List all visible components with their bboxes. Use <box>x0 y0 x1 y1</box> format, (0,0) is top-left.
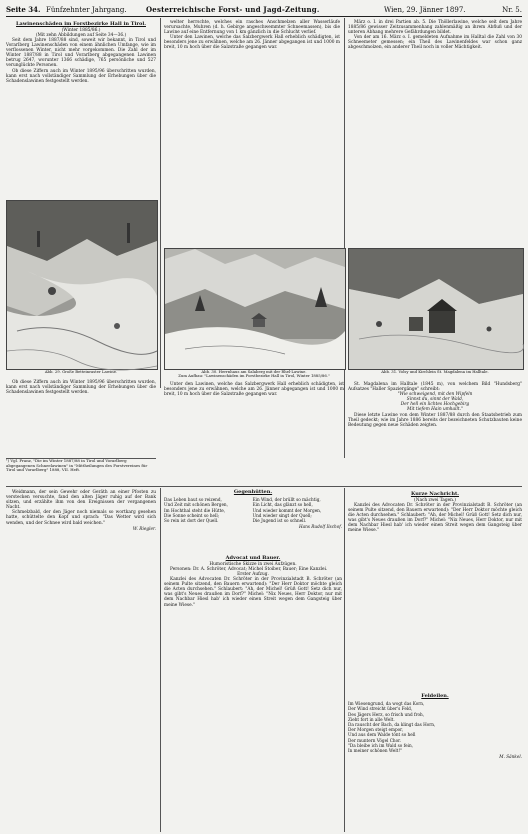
article-left-column <box>6 20 156 198</box>
story-paragraph: Schmelzbald, der den Jäger noch niemals so wortkarg gesehen hatte, schüttelte den Kopf und sprach: "Das Wetter wird sich wenden, und der Schnee wird bald weichen." <box>6 510 158 526</box>
story-author: W. Riegler. <box>132 526 156 532</box>
section-rule <box>6 486 522 487</box>
poem-feldeilen <box>348 694 522 830</box>
poem-author: Hans Rudolf Ilschof. <box>298 524 342 530</box>
column-rule <box>160 488 161 832</box>
figure-caption: Abb. 29. Große Betteinraster Lawine. <box>44 369 118 374</box>
article-paragraph: Diese letzte Lawine von dem Winter 1887/88 durch den Staatsbetrieb zum Theil gedeckt; wie im Jahre 1886 bereits der bezeichneten Schutzbauten keine Bedeutung gegen neue Schäden zeigten. <box>348 412 524 428</box>
avalanche-photo <box>6 200 158 370</box>
article-middle-column <box>164 20 340 246</box>
poem-text: Im Wiesengrund, da wogt das Korn, Der Wind streicht über's Feld, Des Jägers Herz, so frisch und froh, Zieht fort in alle Welt. Da rauscht der Bach, da klingt das Horn, Der Morgen steigt empor, Und aus dem Walde tönt so hell Der muntern Vögel Chor. "Da bleibe ich im Wald so fein, In meiner schönen Welt!" <box>348 701 436 754</box>
figure-caption: Abb. 31. Volsy und Kirchlein St. Magdalena im Halltale. <box>381 369 489 374</box>
article-paragraph: Ob diese Ziffern auch im Winter 1895/96 überschritten wurden, kann erst nach vollständiger Sammlung der Erhebungen über die Schadenslawinen festgestellt werden. <box>6 68 158 84</box>
church-illustration <box>349 249 523 369</box>
article-paragraph: Seit dem Jahre 1887/88 sind, soweit wir bekannt, in Tirol und Vorarlberg Lawinenschäden von einem ähnlichen Umfange, wie im verflossenen Winter, nicht mehr vorgekommen. Die Zahl der im Winter 1887/88 in Tirol und Vorarlberg abgegangenen Lawinen betrug 2647, worunter 1366 schädige, 765 persönliche und 527 verunglückte Personen. <box>6 38 158 69</box>
dialogue-column <box>164 554 342 830</box>
dialogue-text: Kanzlei des Advocaten Dr. Schröter in der Provinzialstadt B. Schröter (an seinem Pulte sitzend, den Bauern erwartend): "Der Herr Doktor möchte gleich die Acten durchsehen." Schlaubert: "Ah, der Michel! Grüß Gott! Setz dich nur, was gibt's Neues draußen im Dorf?" Michel: "Nix Neues, Herr Doktor, nur mit dem Nachbar Hiesl hab' ich wieder einen Streit wegen dem Gangsteig über meine Wiese." <box>348 503 524 534</box>
story-column <box>6 490 156 830</box>
column-rule <box>344 488 345 832</box>
dialogue-title: Advocat und Bauer. <box>225 555 281 561</box>
issue-date: Wien, 29. Jänner 1897. <box>384 6 466 14</box>
article-middle-lower <box>164 382 344 482</box>
article-left-lower <box>6 380 156 456</box>
figure-caption <box>164 370 344 380</box>
page-number: Seite 34. <box>6 5 41 14</box>
mountain-illustration <box>165 249 345 369</box>
short-note-title: Kurze Nachricht. <box>410 491 460 497</box>
volume-label: Fünfzehnter Jahrgang. <box>46 6 127 14</box>
article-subtitle: (Winter 1885/86.) <box>61 28 101 33</box>
page-header <box>6 4 522 17</box>
article-paragraph: Unter den Lawinen, welche das Salzbergwerk Hall erheblich schädigten, ist besonders jene zu erwähnen, welche am 26. Jänner abgegangen ist und 1000 m breit, 10 m hoch über die Salzstraße gegangen war. <box>164 35 342 51</box>
dialogue-persons: Personen: Dr. A. Schröter, Advocat; Michel Stoiber, Bauer; Eine Kanzlei. <box>170 567 328 572</box>
dialogue-text: Kanzlei des Advocaten Dr. Schröter in der Provinzialstadt B. Schröter (an seinem Pulte sitzend, den Bauern erwartend): "Der Herr Doktor möchte gleich die Acten durchsehen." Schlaubert: "Ah, der Michel! Grüß Gott! Setz dich nur, was gibt's Neues draußen im Dorf?" Michel: "Nix Neues, Herr Doktor, nur mit dem Nachbar Hiesl hab' ich wieder einen Streit wegen dem Gangsteig über meine Wiese." <box>164 577 344 608</box>
masthead-title: Oesterreichische Forst- und Jagd-Zeitung. <box>146 5 320 14</box>
column-rule <box>160 18 161 388</box>
avalanche-illustration <box>7 201 157 369</box>
story-paragraph: Weidmann, der sein Gewehr oder Geräth an einer Pfosten zu verstecken versuchte, fand den alten Jäger ruhig auf der Bank sitzen, und erzählte ihm von den Ereignissen der vergangenen Nacht. <box>6 490 158 511</box>
poem-stanza-right: Ein Wind, der brüllt so mächtig, Ein Licht, das glänzt so hell, Und wieder kommt der Morgen, Und wieder singt der Quell; Die Jugend ist so schnell. <box>252 497 322 524</box>
article-paragraph: welter herrschte, welches ein rasches Anschmelzen aller Wasserläufe verursachte, Muhren (d. h. Gebirge angeschwemmter Schneemassen), bis die Lawine auf eine Entfernung von 1 km gänzlich in die Schlucht verlief. <box>164 20 342 36</box>
figure-caption-main: Abb. 30. Herrnhaus am Salaberg mit der Rhel-Lawine. <box>201 369 307 374</box>
poem-title: Feldeilen. <box>421 693 449 699</box>
article-paragraph: Ob diese Ziffern auch im Winter 1895/96 überschritten wurden, kann erst nach vollständiger Sammlung der Erhebungen über die Schadenslawinen festgestellt werden. <box>6 380 158 396</box>
poem-author: M. Sänkel. <box>499 754 522 760</box>
footnote: ¹) Vgl. Franz, "Die im Winter 1887/88 in Tirol und Vorarlberg abgegangenen Schneelawinen" in "Mittheilungen des Forstvereines für Tirol und Vorarlberg" 1888, VII. Heft. <box>6 458 156 483</box>
figure-caption-note: Zum Aufbau: "Lawinenschäden im Forstbezirke Hall in Tirol, Winter 1885/86." <box>178 373 330 379</box>
article-paragraph: März o. I. in drei Partien ab. 5. Die Thöllerlawine, welche seit dem Jahre 1885/86 gewisser Zeitzusammenhang zahlenmäßig an ihrem Abfluß und der unteren Abhang mehrere Gefährdungen bildet. <box>348 20 524 36</box>
article-right-lower <box>348 382 522 486</box>
short-note-sub: (Nach zwei Tagen.) <box>414 498 456 503</box>
article-paragraph: Unter den Lawinen, welche das Salzbergwerk Hall erheblich schädigten, ist besonders jene zu erwähnen, welche am 26. Jänner abgegangen ist und 1000 m breit, 10 m hoch über die Salzstraße gegangen war. <box>164 382 346 398</box>
herrnhaus-photo <box>164 248 346 370</box>
short-notes-column <box>348 490 522 690</box>
poem-gegenhuetten <box>164 490 342 548</box>
article-paragraph: St. Magdalena im Halltale (1845 m), von welchem Bild "Hundsberg" Aufsatzes "Haller Spaziergänge" schreibt: <box>348 382 524 393</box>
article-paragraph: Von der am 16. März o. I. gemeldeten Aufnahme im Halltal die Zahl von 30 Schneemeter gemessen; ein Theil des Lawinenfeldes war schon ganz abgeschmolzen, ein anderer Theil noch in voller Mächtigkeit. <box>348 35 524 51</box>
poem-stanza-left: Das Leben baut so reizend, Und Zeit mit schönen Bergen, Im Hochthal steht die Hütte, Die Sonne scheint so hell; So rein ist dort der Quell. <box>164 497 228 524</box>
dialogue-scene: Erster Aufzug. <box>237 572 269 578</box>
issue-number: Nr. 5. <box>502 6 522 14</box>
article-note: (Mit zehn Abbildungen auf Seite 34—36.) <box>35 33 127 38</box>
article-title: Lawinenschäden im Forstbezirke Hall in Tirol. <box>16 21 146 27</box>
church-photo <box>348 248 524 370</box>
poem-title: Gegenhütten. <box>233 489 273 495</box>
dialogue-subtitle: Humoristische Skizze in zwei Aufzügen. <box>209 562 297 567</box>
column-rule <box>344 18 345 458</box>
quoted-verse: "Wie schweigend, mit den Wipfeln Sinnst du, sinnt der Wald, Der hell ein lichtes Hochgebirg Mit tiefem Hain umhallt." <box>397 392 473 413</box>
article-right-column <box>348 20 522 246</box>
